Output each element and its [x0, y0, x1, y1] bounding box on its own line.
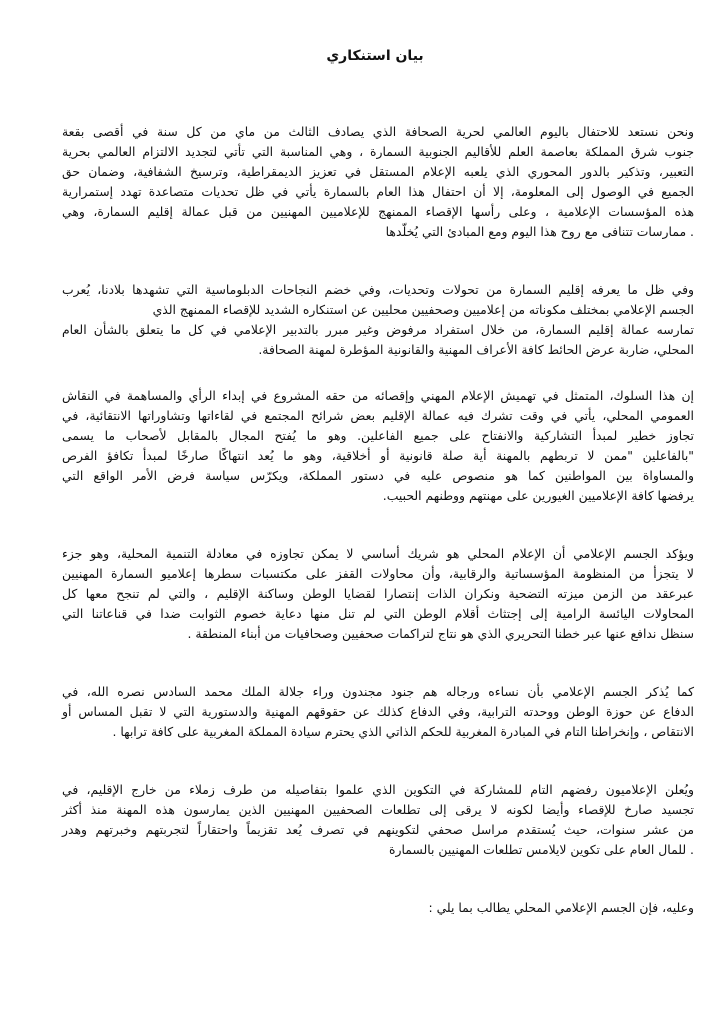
paragraph-line: جنوب شرق المملكة بعاصمة العلم للأقاليم الجنوبية السمارة ، وهي المناسبة التي تأتي لتجديد الالتزام العالمي بحرية	[62, 144, 694, 159]
paragraph-line: هذه المؤسسات الإعلامية ، وعلى رأسها الإقصاء الممنهج للإعلاميين المهنيين من قبل عمالة إقليم السمارة، وهي	[62, 204, 694, 219]
paragraph-line: التعبير، وتذكير بالدور المحوري الذي يلعبه الإعلام المستقل في تعزيز الديمقراطية، وترسيخ الشفافية، وضمان حق	[62, 164, 694, 179]
paragraph-line: . للمال العام على تكوين لايلامس تطلعات المهنيين بالسمارة	[389, 842, 694, 857]
paragraph-line: العمومي المحلي، يأتي في وقت تشرك فيه عمالة الإقليم بعض شرائح المجتمع في لقاءاتها وتشاوراتها الانتقائية، في	[62, 408, 694, 423]
paragraph-line: تمارسه عمالة إقليم السمارة، من خلال استفراد مرفوض وغير مبرر بالتدبير الإعلامي في كل ما يتعلق بالشأن العام	[62, 322, 694, 337]
paragraph-line: تجسيد صارخ للإقصاء وأيضا لكونه لا يرقى إلى تطلعات الصحفيين المهنيين الذين يمارسون هذه المهنة منذ أكثر	[62, 802, 694, 817]
paragraph-line: "بالفاعلين "ممن لا تربطهم بالمهنة أية صلة قانونية أو أخلاقية، وهو ما يُعد انتهاكًا صارخًا لمبدأ تكافؤ الفرص	[62, 448, 694, 463]
paragraph-line: يرفضها كافة الإعلاميين الغيورين على مهنتهم ووطنهم الحبيب.	[382, 488, 694, 503]
paragraph-line: المحلي، ضاربة عرض الحائط كافة الأعراف المهنية والقانونية المؤطرة لمهنة الصحافة.	[258, 342, 694, 357]
paragraph-spacer	[62, 860, 694, 898]
paragraph-line: ونحن نستعد للاحتفال باليوم العالمي لحرية الصحافة الذي يصادف الثالث من ماي من كل سنة في أقصى بقعة	[62, 124, 694, 139]
paragraph-affirmation	[62, 544, 694, 644]
paragraph-line: المحاولات اليائسة الرامية إلى إجتثاث أقلام الوطن التي لم تنل منها دعاية خصوم الثوابت ضدا في قناعاتنا التي	[62, 606, 694, 621]
paragraph-spacer	[62, 360, 694, 386]
paragraph-line: والمساواة بين المواطنين كما هو منصوص عليه في دستور المملكة، ويكرّس سياسة فرض الأمر الواقع التي	[62, 468, 694, 483]
paragraph-line: الانتقاص ، وإنخراطنا التام في المبادرة المغربية للحكم الذاتي الذي يحترم سيادة المملكة المغربية على كافة ترابها .	[112, 724, 694, 739]
paragraph-line: ويُعلن الإعلاميون رفضهم التام للمشاركة في التكوين الذي علموا بتفاصيله من طرف زملاء من خارج الإقليم، في	[62, 782, 694, 797]
paragraph-spacer	[62, 506, 694, 544]
paragraph-line: سنظل ندافع عنها عبر خطنا التحريري الذي هو نتاج لتراكمات صحفيين وصحافيات من أبناء المنطقة .	[187, 626, 694, 641]
paragraph-behavior	[62, 386, 694, 506]
paragraph-context	[62, 280, 694, 360]
paragraph-line: الجسم الإعلامي بمختلف مكوناته من إعلاميين وصحفيين محليين عن استنكاره الشديد للإقصاء الممنهج الذي	[152, 302, 694, 317]
paragraph-spacer	[62, 644, 694, 682]
paragraph-refusal	[62, 780, 694, 860]
paragraph-spacer	[62, 242, 694, 280]
paragraph-line: الجميع في الوصول إلى المعلومة، إلا أن احتفال هذا العام بالسمارة يأتي في ظل تحديات متصاعدة تهدد إستمرارية	[62, 184, 694, 199]
paragraph-line: تجاوز خطير لمبدأ التشاركية والانفتاح على جميع الفاعلين. وهو ما يُفتح المجال بالمقابل لأصحاب ما يسمى	[62, 428, 694, 443]
paragraph-loyalty	[62, 682, 694, 742]
paragraph-line: الدفاع عن حوزة الوطن ووحدته الترابية، وفي الدفاع كذلك عن حقوقهم المهنية والدستورية التي لا تقبل المساس أو	[62, 704, 694, 719]
paragraph-spacer	[62, 742, 694, 780]
paragraph-line: من عشر سنوات، حيث يُستقدم مراسل صحفي لتكوينهم في تصرف يُعد تقزيماً واحتقاراً لتجربتهم وخبرتهم وهدر	[62, 822, 694, 837]
paragraph-line: . ممارسات تتنافى مع روح هذا اليوم ومع المبادئ التي يُخلّدها	[385, 224, 694, 239]
paragraph-line: وعليه، فإن الجسم الإعلامي المحلي يطالب بما يلي :	[428, 900, 694, 915]
paragraph-intro	[62, 122, 694, 242]
paragraph-line: ويؤكد الجسم الإعلامي أن الإعلام المحلي هو شريك أساسي لا يمكن تجاوزه في معادلة التنمية المحلية، وهو جزء	[62, 546, 694, 561]
paragraph-demands-intro	[62, 898, 694, 918]
paragraph-line: لا يتجزأ من المنظومة المؤسساتية والرقابية، وأن محاولات القفز على مكتسبات سطرها إعلاميو السمارة المهنيين	[62, 566, 694, 581]
paragraph-line: عبرعقد من الزمن ميزته التضحية ونكران الذات إنتصارا لقضايا الوطن وساكنة الإقليم ، والتي لم تنجح معها كل	[62, 586, 694, 601]
paragraph-line: إن هذا السلوك، المتمثل في تهميش الإعلام المهني وإقصائه من حقه المشروع في إبداء الرأي والمساهمة في النقاش	[62, 388, 694, 403]
paragraph-line: وفي ظل ما يعرفه إقليم السمارة من تحولات وتحديات، وفي خضم النجاحات الدبلوماسية التي تشهدها بلادنا، يُعرب	[62, 282, 694, 297]
paragraph-line: كما يُذكر الجسم الإعلامي بأن نساءه ورجاله هم جنود مجندون وراء جلالة الملك محمد السادس نصره الله، في	[62, 684, 694, 699]
document-title: بيان استنكاري	[326, 48, 424, 64]
